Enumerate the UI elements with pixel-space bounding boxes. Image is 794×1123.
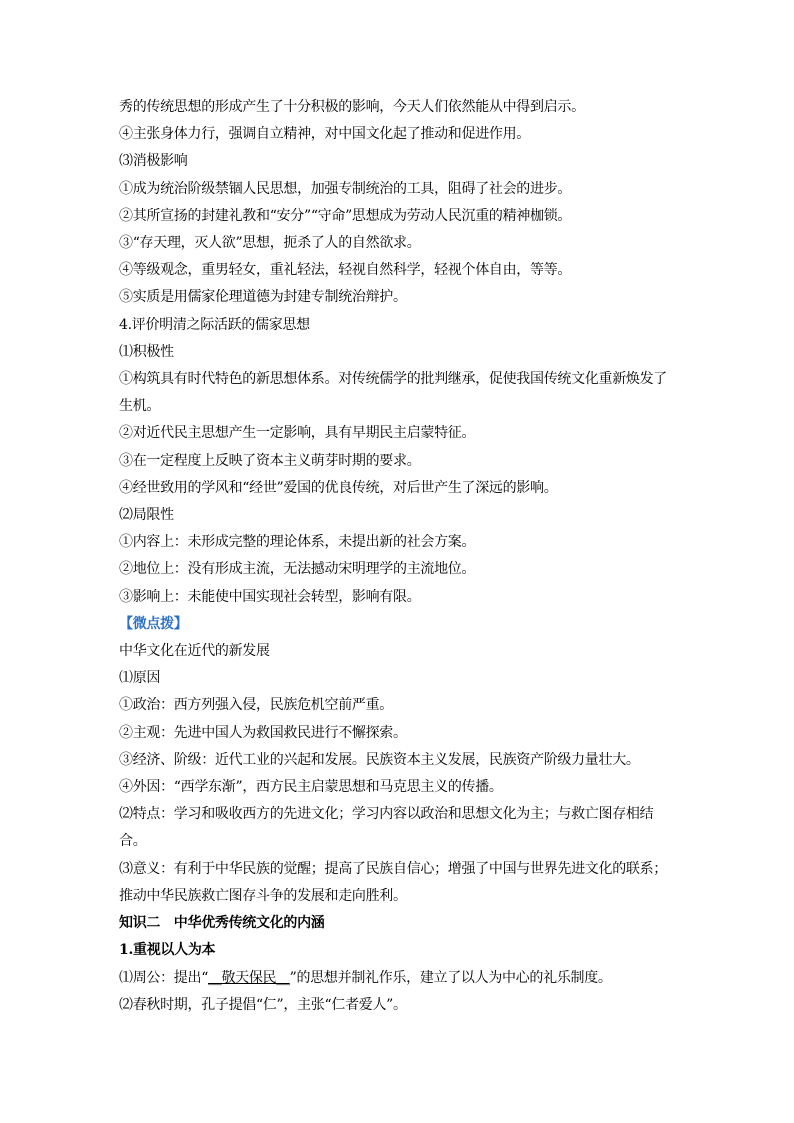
zhougong-line bbox=[119, 965, 679, 992]
document-body bbox=[119, 94, 679, 1019]
text-line: 中华文化在近代的新发展 bbox=[119, 643, 270, 660]
text-line: 生机。 bbox=[119, 398, 161, 415]
text-line: ⑤实质是用儒家伦理道德为封建专制统治辩护。 bbox=[119, 289, 407, 306]
text-line: ①成为统治阶级禁锢人民思想，加强专制统治的工具，阻碍了社会的进步。 bbox=[119, 180, 572, 197]
text-line: 秀的传统思想的形成产生了十分积极的影响，今天人们依然能从中得到启示。 bbox=[119, 99, 585, 115]
text-line: ⑵春秋时期，孔子提倡“仁”，主张“仁者爱人”。 bbox=[119, 996, 407, 1013]
text-line: 推动中华民族救亡图存斗争的发展和走向胜利。 bbox=[119, 887, 407, 904]
text-line: ③经济、阶级：近代工业的兴起和发展。民族资本主义发展，民族资产阶级力量壮大。 bbox=[119, 751, 640, 768]
text-line: ①内容上：未形成完整的理论体系，未提出新的社会方案。 bbox=[119, 534, 476, 551]
tip-heading: 【微点拨】 bbox=[119, 615, 188, 632]
text-line: ①构筑具有时代特色的新思想体系。对传统儒学的批判继承，促使我国传统文化重新焕发了 bbox=[119, 371, 667, 388]
subsection-heading: 1.重视以人为本 bbox=[119, 942, 216, 959]
text-line: ④经世致用的学风和“经世”爱国的优良传统，对后世产生了深远的影响。 bbox=[119, 479, 558, 496]
text-line: ④外因：“西学东渐”，西方民主启蒙思想和马克思主义的传播。 bbox=[119, 779, 503, 796]
text-line: 合。 bbox=[119, 833, 147, 850]
zhougong-suffix: ”的思想并制礼作乐，建立了以人为中心的礼乐制度。 bbox=[289, 969, 612, 986]
text-line: ③“存天理，灭人欲”思想，扼杀了人的自然欲求。 bbox=[119, 235, 421, 252]
text-line: ②其所宣扬的封建礼教和“安分”“守命”思想成为劳动人民沉重的精神枷锁。 bbox=[119, 207, 572, 224]
answer-blank: __敬天保民__ bbox=[208, 969, 290, 986]
text-line: ⑴原因 bbox=[119, 670, 161, 687]
text-line: ②主观：先进中国人为救国救民进行不懈探索。 bbox=[119, 724, 407, 741]
section-heading: 4.评价明清之际活跃的儒家思想 bbox=[119, 316, 310, 333]
text-line: ⑶消极影响 bbox=[119, 153, 188, 170]
text-line: ②对近代民主思想产生一定影响，具有早期民主启蒙特征。 bbox=[119, 425, 476, 442]
text-line: ④等级观念，重男轻女，重礼轻法，轻视自然科学，轻视个体自由，等等。 bbox=[119, 262, 572, 279]
knowledge-heading: 知识二 中华优秀传统文化的内涵 bbox=[119, 915, 325, 932]
text-line: ⑵特点：学习和吸收西方的先进文化；学习内容以政治和思想文化为主；与救亡图存相结 bbox=[119, 806, 654, 823]
text-line: ⑴积极性 bbox=[119, 343, 174, 360]
text-line: ③在一定程度上反映了资本主义萌芽时期的要求。 bbox=[119, 452, 421, 469]
text-line: ①政治：西方列强入侵，民族危机空前严重。 bbox=[119, 697, 393, 714]
text-line: ③影响上：未能使中国实现社会转型，影响有限。 bbox=[119, 588, 421, 605]
text-line: ⑵局限性 bbox=[119, 507, 174, 524]
text-line: ④主张身体力行，强调自立精神，对中国文化起了推动和促进作用。 bbox=[119, 126, 530, 143]
zhougong-prefix: ⑴周公：提出“ bbox=[119, 969, 209, 986]
text-line: ⑶意义：有利于中华民族的觉醒；提高了民族自信心；增强了中国与世界先进文化的联系； bbox=[119, 860, 667, 877]
text-line: ②地位上：没有形成主流，无法撼动宋明理学的主流地位。 bbox=[119, 561, 476, 578]
